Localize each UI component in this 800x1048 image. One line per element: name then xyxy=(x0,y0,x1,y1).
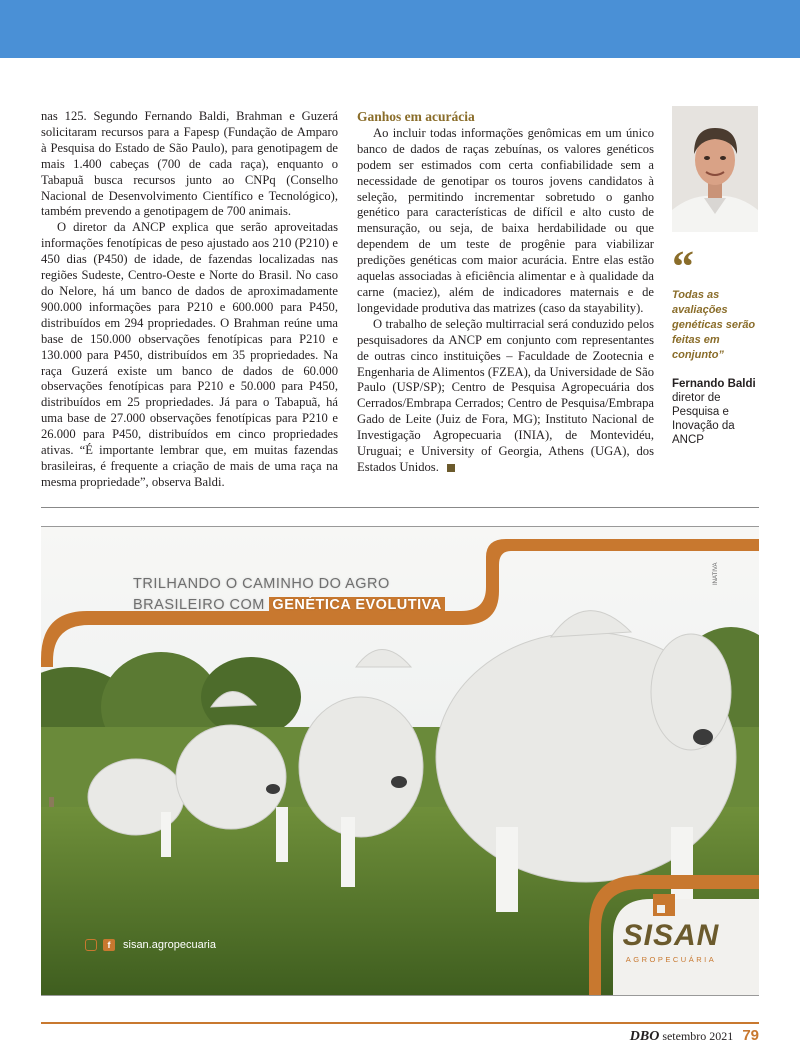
paragraph xyxy=(357,317,654,476)
portrait-illustration xyxy=(672,106,758,232)
portrait-photo xyxy=(672,106,758,232)
pull-quote-sidebar xyxy=(672,106,760,447)
quote-author-role: diretor de Pesquisa e Inovação da ANCP xyxy=(672,392,735,446)
section-subheading: Ganhos em acurácia xyxy=(357,109,475,124)
divider xyxy=(41,507,759,508)
facebook-icon: f xyxy=(103,939,115,951)
brand-wordmark: SISAN xyxy=(622,919,720,952)
quote-author-name: Fernando Baldi xyxy=(672,378,756,390)
instagram-icon xyxy=(85,939,97,951)
brand-subtitle: AGROPECUÁRIA xyxy=(625,955,717,964)
page-number: 79 xyxy=(742,1027,759,1044)
issue-date: setembro 2021 xyxy=(662,1029,734,1043)
paragraph: nas 125. Segundo Fernando Baldi, Brahman e Guzerá solicitaram recursos para a Fapesp (Fundação de Amparo à Pesquisa do Estado de São Paulo), para genotipagem de mais 1.400 cabeças (700 de cada raça), enquanto o Tabapuã busca recursos junto ao CNPq (Conselho Nacional de Desenvolvimento Científico e Tecnológico), também prevendo a genotipagem de 700 animais. xyxy=(41,109,338,219)
paragraph: O diretor da ANCP explica que serão aproveitadas informações fenotípicas de peso ajustado aos 210 (P210) e 450 dias (P450) de idade, de fazendas localizadas nas regiões Sudeste, Centro-Oeste e Norte do Brasil. No caso do Nelore, há um banco de dados de aproximadamente 900.000 informações para P210 e 600.000 para P450, distribuídos em 294 propriedades. O Brahman reúne uma base de 150.000 observações fenotípicas para P210 e 130.000 para P450, distribuídos em 35 propriedades. Na raça Guzerá existe um banco de dados de 60.000 observações fenotípicas para P210 e 50.000 para P450, distribuídos em 25 propriedades. Já para o Tabapuã, há uma base de 27.000 observações fenotípicas para P210 e 26.000 para P450, distribuídos em cinco propriedades ativas. “É importante lembrar que, em muitas fazendas brasileiras, é frequente a criação de mais de uma raça na mesma propriedade”, observa Baldi. xyxy=(41,220,338,489)
paragraph-text: O trabalho de seleção multirracial será conduzido pelos pesquisadores da ANCP em conjunto com representantes de outras cinco instituições – Faculdade de Zootecnia e Engenharia de Alimentos (FZEA), da Universidade de São Paulo (USP/SP); Centro de Pesquisa Agropecuária dos Cerrados/Embrapa Cerrados; Centro de Pesquisa/Embrapa Gado de Leite (Juiz de Fora, MG); Instituto Nacional de Investigação Agropecuaria (INIA), de Montevidéu, Uruguai; e University of Georgia, Athens (UGA), dos Estados Unidos. xyxy=(357,316,654,474)
ad-headline-highlight: GENÉTICA EVOLUTIVA xyxy=(269,597,444,613)
agency-tag: INATIVA xyxy=(713,562,719,585)
page-footer xyxy=(630,1027,759,1045)
footer-rule xyxy=(41,1022,759,1024)
social-handle: sisan.agropecuaria xyxy=(123,939,216,951)
ad-headline-line-2 xyxy=(133,595,445,616)
ad-social xyxy=(85,939,216,951)
sisan-logo xyxy=(611,919,731,964)
end-of-article-mark xyxy=(447,464,455,472)
top-color-bar xyxy=(0,0,800,58)
article-column-2 xyxy=(357,109,654,476)
ad-headline-line-2-lead: BRASILEIRO COM xyxy=(133,597,265,613)
quote-mark-icon: “ xyxy=(672,242,694,291)
paragraph: Ao incluir todas informações genômicas em um único banco de dados de raças zebuínas, os valores genéticos podem ser estimados com certa confiabilidade sem a necessidade de genotipar os touros jovens candidatos à seleção, permitindo incrementar sobretudo o ganho genético para características de difícil e alto custo de mensuração, ou seja, de baixa herdabilidade ou que dependem de um teste de progênie para viabilizar predições genéticas com maior acurácia. Entre elas estão aquelas associadas à eficiência alimentar e à qualidade da carne (maciez), além de indicadores maternais e de longevidade produtiva das matrizes (caso da stayability). xyxy=(357,125,654,315)
ad-headline-line-1: TRILHANDO O CAMINHO DO AGRO xyxy=(133,576,390,592)
advertisement-sisan xyxy=(41,526,759,996)
article-column-1 xyxy=(41,109,338,491)
magazine-name: DBO xyxy=(629,1029,660,1044)
pull-quote-text: Todas as avaliações genéticas serão feitas em conjunto” xyxy=(672,289,756,361)
ad-headline xyxy=(133,574,445,616)
